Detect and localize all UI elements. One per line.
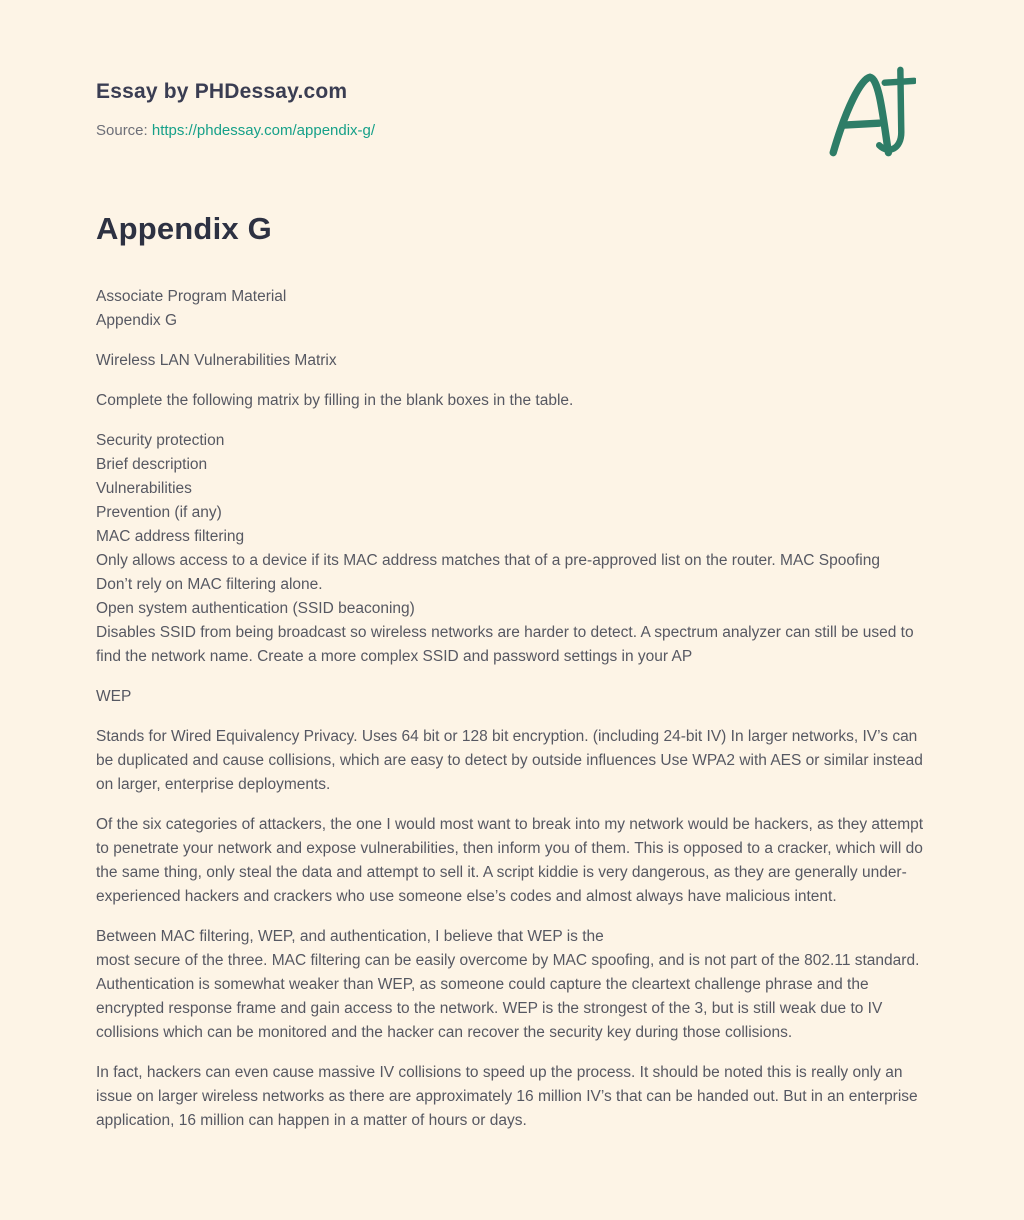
text-line: Wireless LAN Vulnerabilities Matrix (96, 352, 337, 369)
article-block (96, 349, 928, 373)
source-label: Source: (96, 122, 148, 139)
article-block (96, 285, 928, 333)
page-title: Appendix G (96, 211, 272, 246)
source-url-link[interactable]: https://phdessay.com/appendix-g/ (151, 122, 376, 139)
text-line: Don’t rely on MAC filtering alone. (96, 576, 323, 593)
text-line: WEP (96, 688, 132, 705)
text-line: Vulnerabilities (96, 480, 192, 497)
text-line: Security protection (96, 432, 225, 449)
text-line: most secure of the three. MAC filtering can be easily overcome by MAC spoofing, and is not part of the 802.11 standard. Authentication is somewhat weaker than WEP, as someone could capture the cleartext challenge phrase and the encrypted response frame and gain access to the network. WEP is the strongest of the 3, but is still weak due to IV collisions which can be monitored and the hacker can recover the security key during those collisions. (96, 952, 920, 1041)
header (96, 80, 928, 139)
text-line: Only allows access to a device if its MAC address matches that of a pre-approved list on the router. MAC Spoofing (96, 552, 880, 569)
text-line: In fact, hackers can even cause massive IV collisions to speed up the process. It should be noted this is really only an issue on larger wireless networks as there are approximately 16 million IV’s that can be handed out. But in an enterprise application, 16 million can happen in a matter of hours or days. (96, 1064, 918, 1129)
article-block (96, 813, 928, 909)
brand-title: Essay by PHDessay.com (96, 80, 348, 103)
text-line: MAC address filtering (96, 528, 245, 545)
text-line: Associate Program Material (96, 288, 287, 305)
text-line: Complete the following matrix by filling in the blank boxes in the table. (96, 392, 574, 409)
text-line: Open system authentication (SSID beaconing) (96, 600, 415, 617)
article-block (96, 685, 928, 709)
article-block (96, 389, 928, 413)
article-block (96, 925, 928, 1045)
article-block (96, 1061, 928, 1133)
article-body (96, 285, 928, 1133)
article-block (96, 725, 928, 797)
text-line: Appendix G (96, 312, 177, 329)
text-line: Between MAC filtering, WEP, and authentication, I believe that WEP is the (96, 928, 604, 945)
source-line (96, 122, 928, 139)
text-line: Prevention (if any) (96, 504, 222, 521)
a-plus-logo-icon (824, 64, 916, 164)
text-line: Disables SSID from being broadcast so wireless networks are harder to detect. A spectrum analyzer can still be used to find the network name. Create a more complex SSID and password settings in your AP (96, 624, 914, 665)
text-line: Of the six categories of attackers, the one I would most want to break into my network would be hackers, as they attempt to penetrate your network and expose vulnerabilities, then inform you of them. This is opposed to a cracker, which will do the same thing, only steal the data and attempt to sell it. A script kiddie is very dangerous, as they are generally under-experienced hackers and crackers who use someone else’s codes and almost always have malicious intent. (96, 816, 924, 905)
text-line: Stands for Wired Equivalency Privacy. Uses 64 bit or 128 bit encryption. (including 24-bit IV) In larger networks, IV’s can be duplicated and cause collisions, which are easy to detect by outside influences Use WPA2 with AES or similar instead on larger, enterprise deployments. (96, 728, 923, 793)
text-line: Brief description (96, 456, 208, 473)
phdessay-logo (824, 64, 916, 164)
article-block (96, 429, 928, 669)
